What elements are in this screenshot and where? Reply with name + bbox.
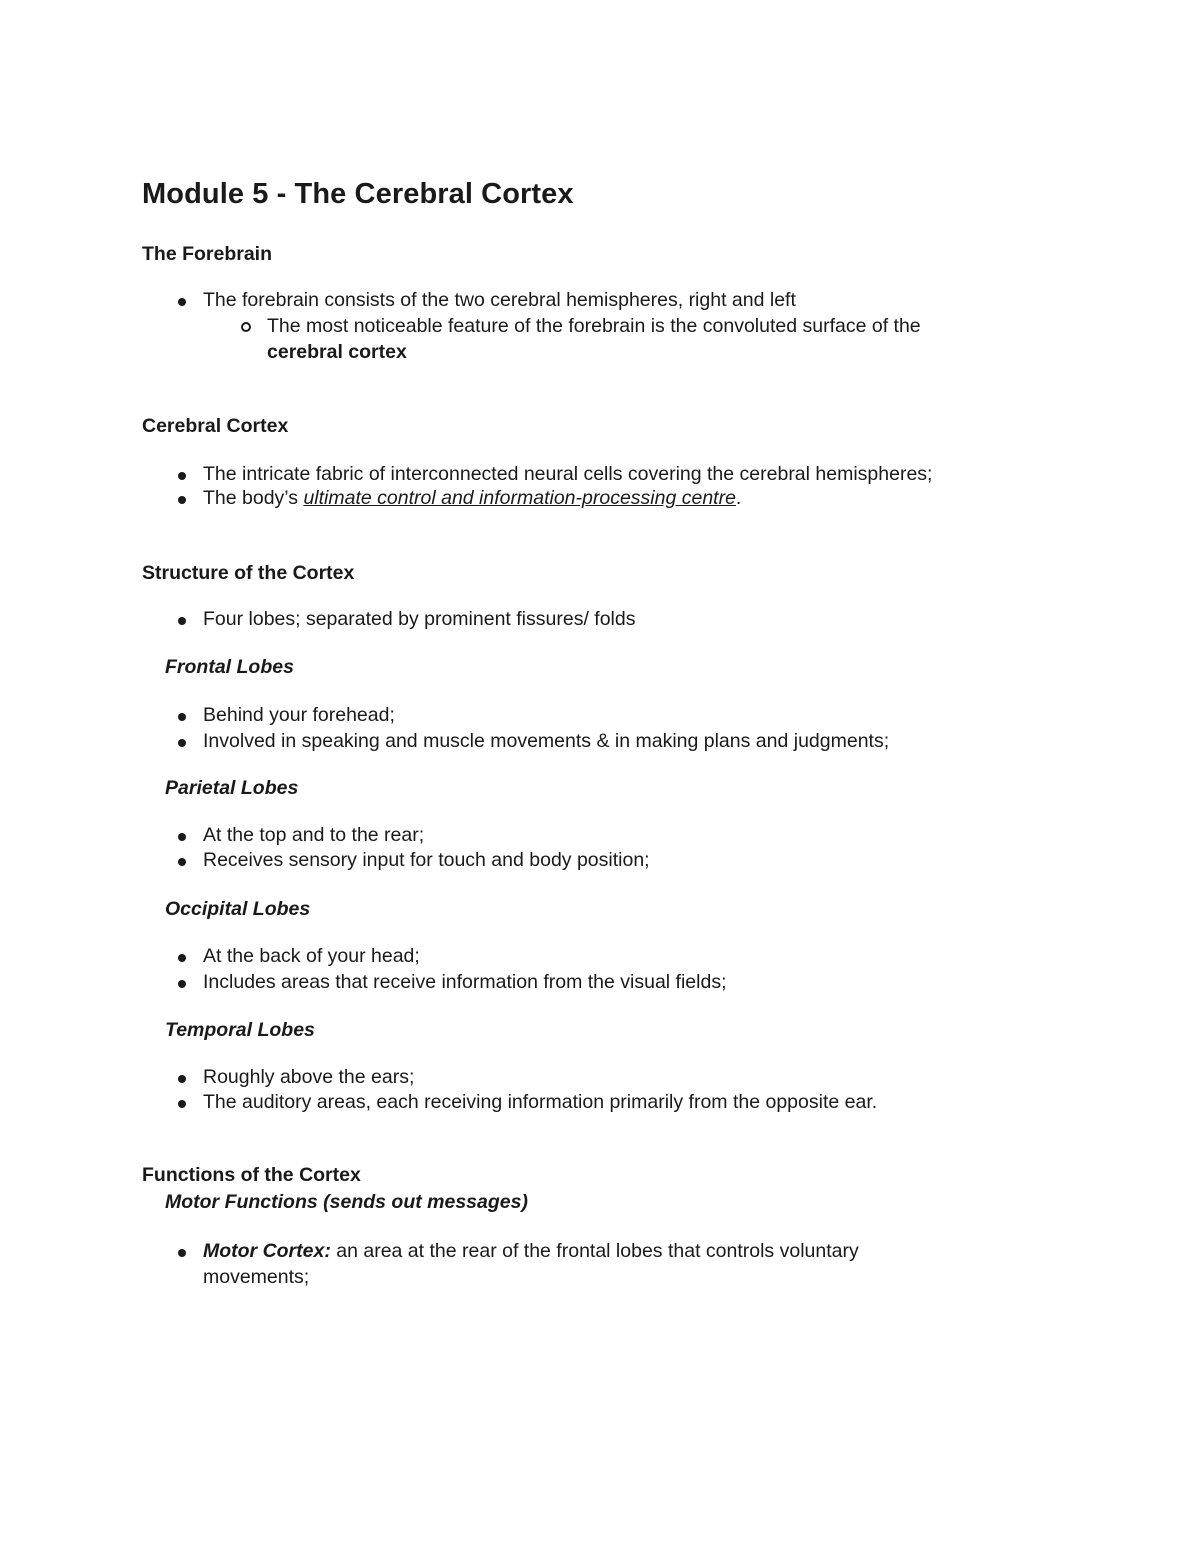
list-item: At the back of your head; (203, 945, 420, 967)
bullet-icon (178, 739, 186, 747)
page-title: Module 5 - The Cerebral Cortex (142, 178, 574, 210)
key-term: Motor Cortex: (203, 1240, 331, 1262)
emphasized-phrase: ultimate control and information-processing centre (303, 487, 736, 509)
section-heading-cerebral-cortex: Cerebral Cortex (142, 415, 289, 437)
list-item (203, 1240, 859, 1263)
list-item: The forebrain consists of the two cerebral hemispheres, right and left (203, 289, 796, 311)
section-heading-structure: Structure of the Cortex (142, 562, 355, 584)
hollow-bullet-icon (241, 322, 251, 332)
list-item: The auditory areas, each receiving information primarily from the opposite ear. (203, 1091, 878, 1113)
bullet-icon (178, 833, 186, 841)
list-item (203, 487, 741, 510)
bullet-icon (178, 980, 186, 988)
sub-list-item: The most noticeable feature of the forebrain is the convoluted surface of the (267, 315, 921, 337)
bullet-icon (178, 858, 186, 866)
bullet-icon (178, 1100, 186, 1108)
subheading-occipital-lobes: Occipital Lobes (165, 898, 311, 920)
list-item: Receives sensory input for touch and body position; (203, 849, 650, 871)
list-item-continuation: movements; (203, 1266, 310, 1288)
list-item: Includes areas that receive information from the visual fields; (203, 971, 727, 993)
bullet-icon (178, 298, 186, 306)
list-item: Four lobes; separated by prominent fissures/ folds (203, 608, 636, 630)
list-item: Roughly above the ears; (203, 1066, 415, 1088)
bullet-icon (178, 713, 186, 721)
list-item: The intricate fabric of interconnected neural cells covering the cerebral hemispheres; (203, 463, 933, 485)
bullet-icon (178, 954, 186, 962)
bullet-icon (178, 1075, 186, 1083)
key-term: cerebral cortex (267, 341, 407, 363)
subheading-frontal-lobes: Frontal Lobes (165, 656, 294, 678)
list-item: Behind your forehead; (203, 704, 395, 726)
list-item: Involved in speaking and muscle movements & in making plans and judgments; (203, 730, 890, 752)
bullet-icon (178, 617, 186, 625)
subheading-motor-functions: Motor Functions (sends out messages) (165, 1191, 528, 1213)
bullet-icon (178, 1249, 186, 1257)
section-heading-functions: Functions of the Cortex (142, 1164, 361, 1186)
term-definition: an area at the rear of the frontal lobes that controls voluntary (330, 1240, 859, 1262)
subheading-parietal-lobes: Parietal Lobes (165, 777, 299, 799)
text-prefix: The body’s (203, 487, 304, 509)
text-suffix: . (735, 487, 742, 509)
subheading-temporal-lobes: Temporal Lobes (165, 1019, 315, 1041)
bullet-icon (178, 496, 186, 504)
section-heading-forebrain: The Forebrain (142, 243, 273, 265)
bullet-icon (178, 472, 186, 480)
list-item: At the top and to the rear; (203, 824, 425, 846)
